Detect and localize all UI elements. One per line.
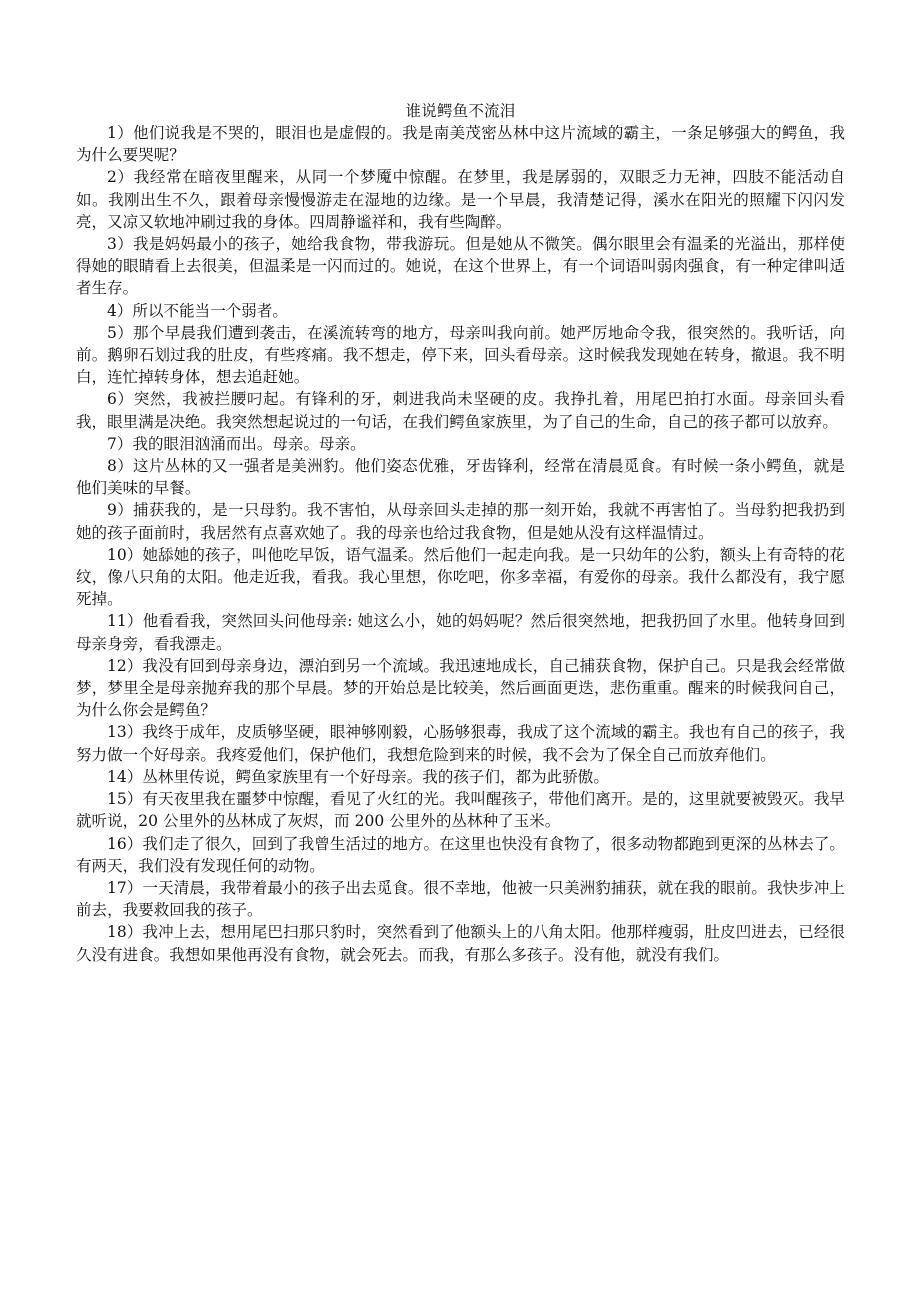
paragraph-11: 11）他看看我，突然回头问他母亲: 她这么小，她的妈妈呢？然后很突然地，把我扔回了水里。他转身回到母亲身旁，看我漂走。 bbox=[76, 612, 845, 653]
paragraph-14: 14）丛林里传说，鳄鱼家族里有一个好母亲。我的孩子们，都为此骄傲。 bbox=[107, 767, 609, 786]
paragraph-3: 3）我是妈妈最小的孩子，她给我食物，带我游玩。但是她从不微笑。偶尔眼里会有温柔的光溢出，那样使得她的眼睛看上去很美，但温柔是一闪而过的。她说，在这个世界上，有一个词语叫弱肉强食，有一种定律叫适者生存。 bbox=[76, 235, 845, 298]
document-title: 谁说鳄鱼不流泪 bbox=[405, 102, 516, 120]
paragraph-18: 18）我冲上去，想用尾巴扫那只豹时，突然看到了他额头上的八角太阳。他那样瘦弱，肚皮凹进去，已经很久没有进食。我想如果他再没有食物，就会死去。而我，有那么多孩子。没有他，就没有我们。 bbox=[76, 923, 845, 964]
paragraph-2: 2）我经常在暗夜里醒来，从同一个梦魇中惊醒。在梦里，我是孱弱的，双眼乏力无神，四肢不能活动自如。我刚出生不久，跟着母亲慢慢游走在湿地的边缘。是一个早晨，我清楚记得，溪水在阳光的照耀下闪闪发亮，又凉又软地冲刷过我的身体。四周静谧祥和，我有些陶醉。 bbox=[76, 168, 845, 231]
paragraph-6: 6）突然，我被拦腰叼起。有锋利的牙，刺进我尚未坚硬的皮。我挣扎着，用尾巴拍打水面。母亲回头看我，眼里满是决绝。我突然想起说过的一句话，在我们鳄鱼家族里，为了自己的生命，自己的孩子都可以放弃。 bbox=[76, 390, 845, 431]
paragraph-1: 1）他们说我是不哭的，眼泪也是虚假的。我是南美茂密丛林中这片流域的霸主，一条足够强大的鳄鱼，我为什么要哭呢？ bbox=[76, 124, 845, 165]
paragraph-17: 17）一天清晨，我带着最小的孩子出去觅食。很不幸地，他被一只美洲豹捕获，就在我的眼前。我快步冲上前去，我要救回我的孩子。 bbox=[76, 878, 845, 920]
paragraph-13: 13）我终于成年，皮质够坚硬，眼神够刚毅，心肠够狠毒，我成了这个流域的霸主。我也有自己的孩子，我努力做一个好母亲。我疼爱他们，保护他们，我想危险到来的时候，我不会为了保全自己而放弃他们。 bbox=[76, 723, 845, 764]
paragraph-16: 16）我们走了很久，回到了我曾生活过的地方。在这里也快没有食物了，很多动物都跑到更深的丛林去了。有两天，我们没有发现任何的动物。 bbox=[76, 834, 845, 875]
paragraph-10: 10）她舔她的孩子，叫他吃早饭，语气温柔。然后他们一起走向我。是一只幼年的公豹，额头上有奇特的花纹，像八只角的太阳。他走近我，看我。我心里想，你吃吧，你多幸福，有爱你的母亲。我什么都没有，我宁愿死掉。 bbox=[76, 545, 845, 609]
paragraph-7: 7）我的眼泪汹涌而出。母亲。母亲。 bbox=[107, 434, 366, 453]
paragraph-9: 9）捕获我的，是一只母豹。我不害怕，从母亲回头走掉的那一刻开始，我就不再害怕了。当母豹把我扔到她的孩子面前时，我居然有点喜欢她了。我的母亲也给过我食物，但是她从没有这样温情过。 bbox=[76, 501, 845, 542]
paragraph-5: 5）那个早晨我们遭到袭击，在溪流转弯的地方，母亲叫我向前。她严厉地命令我，很突然的。我听话，向前。鹅卵石划过我的肚皮，有些疼痛。我不想走，停下来，回头看母亲。这时候我发现她在转身，撤退。我不明白，连忙掉转身体，想去追赶她。 bbox=[76, 323, 845, 387]
paragraph-15: 15）有天夜里我在噩梦中惊醒，看见了火红的光。我叫醒孩子，带他们离开。是的，这里就要被毁灭。我早就听说，20 公里外的丛林成了灰烬，而 200 公里外的丛林种了玉米。 bbox=[76, 790, 845, 831]
paragraph-8: 8）这片丛林的又一强者是美洲豹。他们姿态优雅，牙齿锋利，经常在清晨觅食。有时候一条小鳄鱼，就是他们美味的早餐。 bbox=[76, 457, 845, 498]
paragraph-4: 4）所以不能当一个弱者。 bbox=[107, 301, 288, 320]
paragraph-12: 12）我没有回到母亲身边，漂泊到另一个流域。我迅速地成长，自己捕获食物，保护自己。只是我会经常做梦，梦里全是母亲抛弃我的那个早晨。梦的开始总是比较美，然后画面更迭，悲伤重重。醒来的时候我问自己，为什么你会是鳄鱼？ bbox=[76, 656, 845, 720]
document-text-block bbox=[76, 100, 845, 966]
